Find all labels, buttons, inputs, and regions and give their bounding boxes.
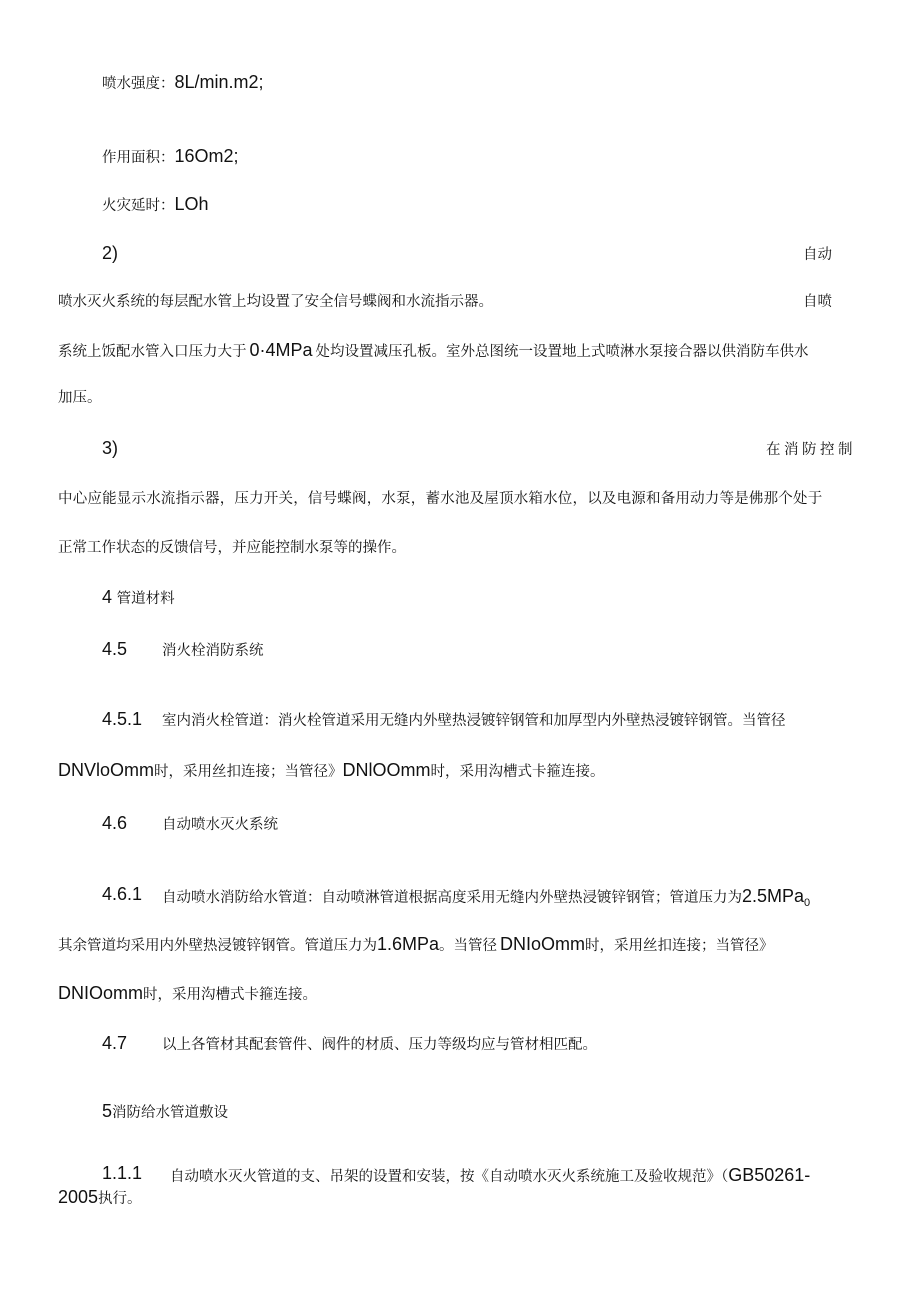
dn-value-d: DNIOomm bbox=[58, 983, 143, 1003]
dn-value-c: DNIoOmm bbox=[500, 934, 586, 954]
item-2-line3 bbox=[58, 340, 809, 362]
section-4-number: 4 bbox=[102, 587, 113, 607]
clause-4-5-1-number: 4.5.1 bbox=[102, 709, 143, 729]
clause-1-1-1-line2 bbox=[58, 1187, 142, 1209]
section-4-7-text: 以上各管材其配套管件、阀件的材质、压力等级均应与管材相匹配。 bbox=[162, 1037, 597, 1053]
pressure-value-0-4: 0·4MPa bbox=[249, 340, 313, 360]
dn-value-a: DNVloOmm bbox=[58, 760, 155, 780]
clause-4-6-1-line2-text-b: 。当管径 bbox=[439, 938, 498, 954]
item-2-line3-text-b: 处均设置减压孔板。室外总图统一设置地上式喷淋水泵接合器以供消防车供水 bbox=[315, 344, 809, 360]
item-2-line1-tail: 自动 bbox=[803, 247, 832, 263]
item-3-line2: 中心应能显示水流指示器，压力开关，信号蝶阀，水泵，蓄水池及屋顶水箱水位，以及电源和备用动力等是佛那个处于 bbox=[58, 491, 823, 507]
item-3-number: 3) bbox=[102, 438, 119, 458]
section-4-5-title: 消火栓消防系统 bbox=[162, 643, 264, 659]
action-area-label: 作用面积： bbox=[102, 150, 175, 166]
clause-4-6-1-line3-text-b: 时，采用沟槽式卡箍连接。 bbox=[143, 987, 317, 1003]
clause-4-5-1-line2 bbox=[58, 760, 605, 782]
clause-4-6-1-text: 自动喷水消防给水管道：自动喷淋管道根据高度采用无缝内外壁热浸镀锌钢管；管道压力为 bbox=[162, 890, 742, 906]
clause-1-1-1-line1 bbox=[170, 1165, 810, 1187]
section-4-5-number: 4.5 bbox=[102, 639, 128, 659]
spray-intensity-line bbox=[102, 72, 264, 94]
section-5-title: 消防给水管道敷设 bbox=[112, 1105, 229, 1121]
item-3-line3: 正常工作状态的反馈信号，并应能控制水泵等的操作。 bbox=[58, 540, 406, 556]
fire-duration-label: 火灾延时： bbox=[102, 198, 175, 214]
clause-4-5-1-line2-text-b: 时，采用丝扣连接；当管径》 bbox=[154, 764, 343, 780]
item-2-line4: 加压。 bbox=[58, 390, 102, 406]
clause-1-1-1-number: 1.1.1 bbox=[102, 1163, 143, 1183]
section-4-title: 管道材料 bbox=[116, 591, 175, 607]
pressure-value-2-5: 2.5MPa bbox=[742, 886, 805, 906]
clause-4-6-1-line2 bbox=[58, 934, 774, 956]
item-3-line1-tail: 在消防控制 bbox=[766, 442, 856, 458]
standard-code: GB50261- bbox=[728, 1165, 811, 1185]
standard-year: 2005 bbox=[58, 1187, 99, 1207]
clause-4-5-1-line2-text-d: 时，采用沟槽式卡箍连接。 bbox=[430, 764, 605, 780]
section-4-6-number: 4.6 bbox=[102, 813, 128, 833]
spray-intensity-label: 喷水强度： bbox=[102, 76, 175, 92]
fire-duration-line bbox=[102, 194, 209, 216]
item-2-line2: 喷水灭火系统的每层配水管上均设置了安全信号蝶阀和水流指示器。 bbox=[58, 294, 493, 310]
item-2-number: 2) bbox=[102, 243, 119, 263]
fire-duration-value: LOh bbox=[174, 194, 209, 214]
clause-4-6-1-line2-text-a: 其余管道均采用内外壁热浸镀锌钢管。管道压力为 bbox=[58, 938, 377, 954]
clause-1-1-1-text: 自动喷水灭火管道的支、吊架的设置和安装，按《自动喷水灭火系统施工及验收规范》（ bbox=[170, 1169, 729, 1185]
pressure-value-1-6: 1.6MPa bbox=[377, 934, 440, 954]
item-2-line3-text-a: 系统上饭配水管入口压力大于 bbox=[58, 344, 247, 360]
action-area-line bbox=[102, 146, 239, 168]
section-5-heading bbox=[102, 1101, 228, 1123]
dn-value-b: DNlOOmm bbox=[342, 760, 431, 780]
clause-1-1-1-line2-text: 执行。 bbox=[98, 1191, 142, 1207]
spray-intensity-value: 8L/min.m2; bbox=[174, 72, 264, 92]
clause-4-6-1-line3 bbox=[58, 983, 317, 1005]
section-5-number: 5 bbox=[102, 1101, 113, 1121]
clause-4-5-1-text: 室内消火栓管道：消火栓管道采用无缝内外壁热浸镀锌钢管和加厚型内外壁热浸镀锌钢管。当管径 bbox=[162, 713, 786, 729]
clause-4-6-1-line2-text-d: 时，采用丝扣连接；当管径》 bbox=[585, 938, 774, 954]
pressure-subscript: 0 bbox=[804, 897, 811, 909]
action-area-value: 16Om2; bbox=[174, 146, 239, 166]
section-4-6-title: 自动喷水灭火系统 bbox=[162, 817, 278, 833]
section-4-heading bbox=[102, 587, 175, 609]
clause-4-6-1-line1 bbox=[162, 886, 810, 913]
section-4-7-number: 4.7 bbox=[102, 1033, 128, 1053]
item-2-line2-tail: 自喷 bbox=[803, 294, 832, 310]
clause-4-6-1-number: 4.6.1 bbox=[102, 884, 143, 904]
